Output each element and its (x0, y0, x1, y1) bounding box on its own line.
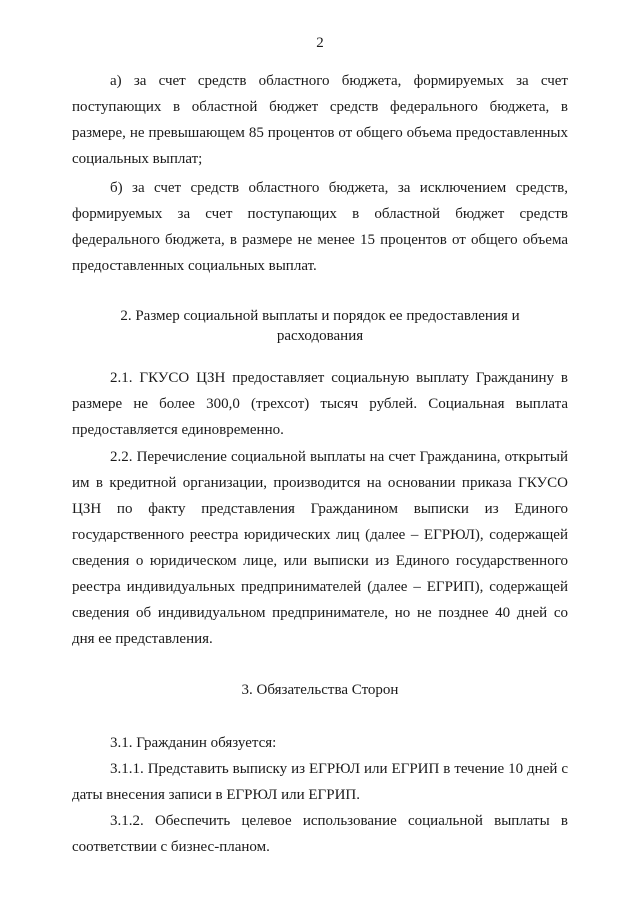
section-2-heading (72, 306, 568, 346)
section-3-heading-text: 3. Обязательства Сторон (241, 682, 399, 698)
section-3-heading (72, 680, 568, 700)
paragraph-3-1-1-text: 3.1.1. Представить выписку из ЕГРЮЛ или ЕГРИП в течение 10 дней с даты внесения записи в ЕГРЮЛ или ЕГРИП. (72, 761, 568, 803)
page-number: 2 (316, 35, 324, 51)
paragraph-3-1-2 (72, 808, 568, 860)
paragraph-3-1-text: 3.1. Гражданин обязуется: (110, 735, 277, 751)
paragraph-3-1-1 (72, 756, 568, 808)
item-a-text: а) за счет средств областного бюджета, формируемых за счет поступающих в областной бюджет средств федерального бюджета, в размере, не превышающем 85 процентов от общего объема предоставленных социальных выплат; (72, 73, 568, 167)
paragraph-2-1-text: 2.1. ГКУСО ЦЗН предоставляет социальную выплату Гражданину в размере не более 300,0 (трехсот) тысяч рублей. Социальная выплата предоставляется единовременно. (72, 370, 568, 438)
paragraph-2-2 (72, 444, 568, 652)
section-2-heading-line2: расходования (276, 328, 364, 344)
paragraph-item-a (72, 68, 568, 172)
paragraph-item-b (72, 175, 568, 279)
paragraph-3-1-2-text: 3.1.2. Обеспечить целевое использование социальной выплаты в соответствии с бизнес-планом. (72, 813, 568, 855)
paragraph-2-2-text: 2.2. Перечисление социальной выплаты на счет Гражданина, открытый им в кредитной организации, производится на основании приказа ГКУСО ЦЗН по факту представления Гражданином выписки из Единого государственного реестра юридических лиц (далее – ЕГРЮЛ), содержащей сведения о юридическом лице, или выписки из Единого государственного реестра индивидуальных предпринимателей (далее – ЕГРИП), содержащей сведения об индивидуальном предпринимателе, но не позднее 40 дней со дня ее представления. (72, 449, 568, 647)
section-2-heading-line1: 2. Размер социальной выплаты и порядок ее предоставления и (120, 308, 520, 324)
item-b-text: б) за счет средств областного бюджета, за исключением средств, формируемых за счет поступающих в областной бюджет средств федерального бюджета, в размере не менее 15 процентов от общего объема предоставленных социальных выплат. (72, 180, 568, 274)
paragraph-2-1 (72, 365, 568, 443)
paragraph-3-1 (72, 730, 568, 756)
